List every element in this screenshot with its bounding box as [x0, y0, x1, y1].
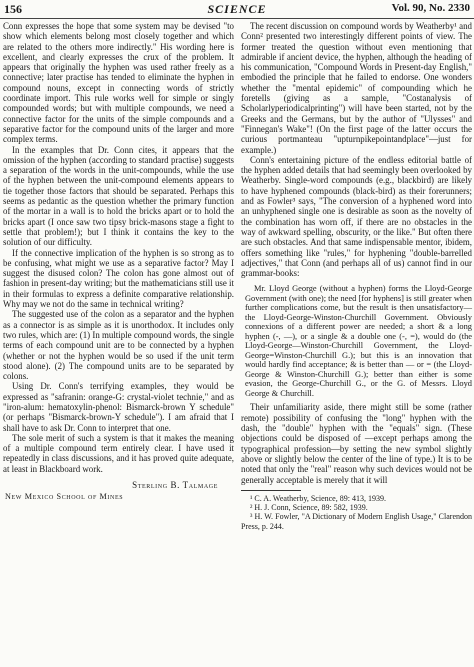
volume-info: Vol. 90, No. 2330 — [391, 2, 470, 14]
footnote: ² H. J. Conn, Science, 89: 582, 1939. — [250, 503, 368, 513]
footnote-rule — [241, 490, 301, 491]
footnote: ³ H. W. Fowler, "A Dictionary of Modern English Usage," Clarendon Press, p. 244. — [241, 512, 472, 531]
paragraph: If the connective implication of the hyphen is so strong as to be confusing, what might we use as a separative factor? May I suggest the disused colon? The colon has gone almost out of fashion in present-day writing; but the mathematicians still use it in their formulas to express a definite comparative relationship. Why may we not do the same in technical writing? — [3, 247, 234, 310]
paragraph: Using Dr. Conn's terrifying examples, they would be expressed as "safranin: orange-G: crystal-violet technie," and as "iron-alum: hematoxylin-phenol: Bismarck-brown Y schedule" (or perhaps "Bismarck-brown-Y schedule"). I am afraid that I shall have to ask Dr. Conn to interpret that one. — [3, 381, 234, 433]
author-affiliation: New Mexico School of Mines — [5, 492, 124, 502]
left-column — [3, 21, 234, 503]
footnote: ¹ C. A. Weatherby, Science, 89: 413, 1939. — [250, 493, 386, 503]
paragraph: Conn expresses the hope that some system may be devised "to show which elements belong most closely together and which are related to the others more indirectly." His wording here is excellent, and clearly expresses the crux of the problem. It appears that originally the hyphen was used rather freely as a connective; later practise has tended to eliminate the hyphen in compound nouns, except in connecting words of strictly coordinate import. This rule works well for simple or singly compounded words; but with multiple compounds, we need a connective factor for the units of the simple compounds and a separative factor for the compound units of the larger and more complex terms. — [3, 21, 234, 145]
paragraph: The suggested use of the colon as a separator and the hyphen as a connector is as simple as it is unorthodox. It includes only two rules, which are: (1) In multiple compound words, the single terms of each compound unit are to be connected by a hyphen (whether or not the hyphen would be so used if the unit term stood alone). (2) The compound units are to be separated by colons. — [3, 309, 234, 382]
author-signature: Sterling B. Talmage — [132, 480, 218, 491]
paragraph: The sole merit of such a system is that it makes the meaning of a multiple compound term entirely clear. I have used it repeatedly in class discussions, and it has proved quite adequate, at least in Blackboard work. — [3, 432, 234, 474]
right-column — [241, 21, 472, 531]
paragraph: In the examples that Dr. Conn cites, it appears that the omission of the hyphen (according to standard practise) suggests a separation of the words in the unit-compounds, while the use of the hyphen between the unit-compound elements appears to tie together those factors that should be separated. Perhaps this seems as pedantic as the question whether the primary function of the mortar in a wall is to hold the bricks apart or to hold the bricks apart (I once saw two tipsy brick-masons stage a fight to settle that problem!); but I think it contains the key to the solution of our difficulty. — [3, 144, 234, 248]
running-header — [0, 0, 474, 19]
paragraph: Conn's entertaining picture of the endless editorial battle of the hyphen added details that had seemingly been overlooked by Weatherby. Single-word compounds (e.g., blackbird) are likely to have hyphened compounds (black-bird) as their forerunners; and as Fowler³ says, "The conversion of a hyphened word into an unhyphened single one is desirable as soon as the novelty of the combination has worn off, if there are no obstacles in the way of awkward spelling, obscurity, or the like." But often there are such obstacles. And that same indispensable mentor, ibidem, offers something like "rules," for hyphening "double-barrelled adjectives," that Conn (and perhaps all of us) cannot find in our grammar-books: — [241, 154, 472, 279]
journal-title: SCIENCE — [207, 2, 267, 16]
paragraph: Their unfamiliarity aside, there might still be some (rather remote) possibility of confusing the "long" hyphen with the dash, the "double" hyphen with the "equals" sign. (These objections could be disposed of —except perhaps among the typographical profession—by setting the new symbol slightly above or slightly below the center of the line of type.) It is to be noted that only the "real" reason why such devices would not be generally acceptable is merely that it will — [241, 402, 472, 485]
paragraph: The recent discussion on compound words by Weatherby¹ and Conn² presented two interestingly different points of view. The former treated the question without even mentioning that admirable if ancient device, the hyphen, although the heading of his communication, "Compound Words in Present-day English," embodied the principle that he failed to endorse. One wonders whether the "mental epidemic" of compounding which he foretells (giving as a sample, "Costanalysis of Scholarlyperiodicalprinting") will have been started, not by the Greeks and the Germans, but by the author of "Ulysses" and "Finnegan's Wake"! (On the first page of the latter occurs the curious portmanteau "upturnpikepointandplace"—just for example.) — [241, 21, 472, 155]
page-number: 156 — [4, 2, 22, 16]
block-quote: Mr. Lloyd George (without a hyphen) forms the Lloyd-George Government (with one); the need [for hyphens] is still greater when further complications come, but the result is then unsatisfactory—the Lloyd-George-Winston-Churchill Government. Obviously connexions of a different power are needed; a short & a long hyphen (-, —), or a single & a double one (-, =), would do (the Lloyd-George—Winston-Churchill Government, the Lloyd-George=Winston-Churchill G.); but this is an innovation that would hardly find acceptance; & is better than — or = (the Lloyd-George & Winston-Churchill G.); better than either is some evasion, the George-Churchill G., or the G. of Messrs. Lloyd George & Churchill. — [245, 284, 472, 398]
